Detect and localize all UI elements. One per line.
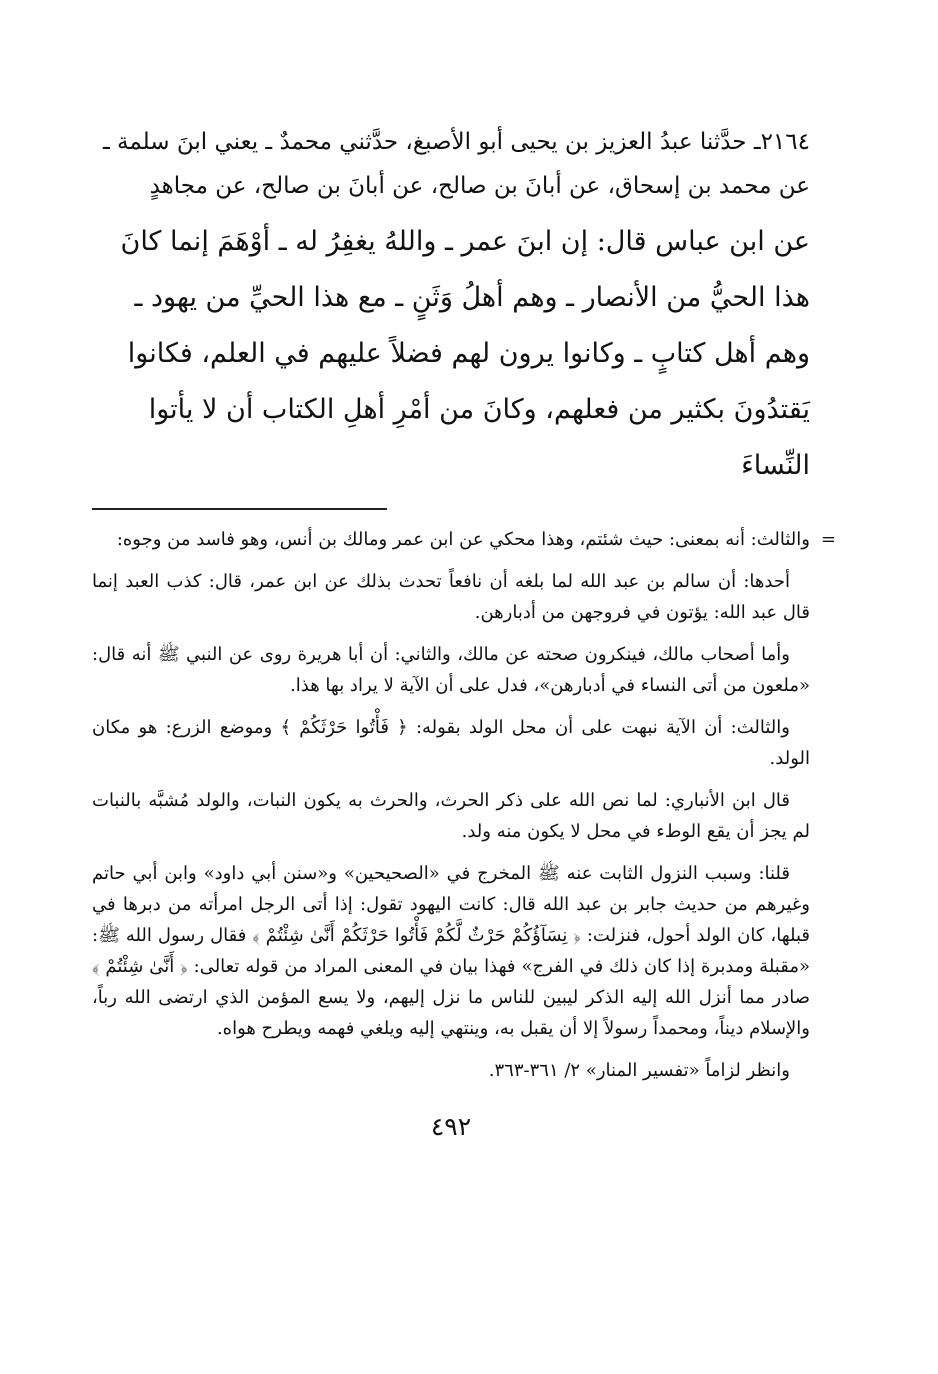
footnote-paragraph: وانظر لزاماً «تفسير المنار» ٢/ ٣٦١-٣٦٣. bbox=[488, 1060, 790, 1081]
footnote-continuation-mark: = bbox=[820, 529, 836, 550]
footnote-paragraph: قلنا: وسبب النزول الثابت عنه ﷺ المخرج في «الصحيحين» و«سنن أبي داود» وابن أبي حاتم وغيرهم من حديث جابر بن عبد الله قال: كانت اليهود تقول: إذا أتى الرجل امرأته من دبرها في قبلها، كان الولد أحول، فنزلت: ﴿ نِسَآؤُكُمْ حَرْثٌ لَّكُمْ فَأْتُوا حَرْثَكُمْ أَنَّىٰ شِئْتُمْ ﴾ فقال رسول الله ﷺ: «مقبلة ومدبرة إذا كان ذلك في الفرج» فهذا بيان في المعنى المراد من قوله تعالى: ﴿ أَنَّىٰ شِئْتُمْ ﴾ صادر مما أنزل الله إليه الذكر ليبين للناس ما نزل إليهم، ولا يسع المؤمن الذي ارتضى الله رباً، والإسلام ديناً، ومحمداً رسولاً إلا أن يقبل به، وينتهي إليه ويلغي فهمه ويطرح هواه. bbox=[92, 863, 810, 1039]
hadith-isnad: ٢١٦٤ـ حدَّثنا عبدُ العزيز بن يحيى أبو الأصبغ، حدَّثني محمدٌ ـ يعني ابنَ سلمة ـ عن محمد بن إسحاق، عن أبانَ بن صالح، عن أبانَ بن صالح، عن مجاهدٍ bbox=[103, 129, 810, 199]
hadith-text: عن ابن عباس قال: إن ابنَ عمر ـ واللهُ يغفِرُ له ـ أوْهَمَ إنما كانَ هذا الحيُّ من الأنصار ـ وهم أهلُ وَثَنٍ ـ مع هذا الحيِّ من يهود ـ وهم أهل كتابٍ ـ وكانوا يرون لهم فضلاً عليهم في العلم، فكانوا يَقتدُونَ بكثير من فعلهم، وكانَ من أمْرِ أهلِ الكتاب أن لا يأتوا النِّساءَ bbox=[120, 226, 810, 481]
footnote-paragraph: وأما أصحاب مالك، فينكرون صحته عن مالك، والثاني: أن أبا هريرة روى عن النبي ﷺ أنه قال: «ملعون من أتى النساء في أدبارهن»، فدل على أن الآية لا يراد بها هذا. bbox=[92, 644, 810, 696]
footnotes-section bbox=[92, 524, 836, 1086]
footnote-paragraph: قال ابن الأنباري: لما نص الله على ذكر الحرث، والحرث به يكون النبات، والولد مُشبَّه بالنبات لم يجز أن يقع الوطء في محل لا يكون منه ولد. bbox=[92, 790, 810, 842]
footnote-separator bbox=[92, 508, 387, 510]
page-number: ٤٩٢ bbox=[430, 1112, 472, 1141]
footnote-paragraph: والثالث: أنه بمعنى: حيث شئتم، وهذا محكي عن ابن عمر ومالك بن أنس، وهو فاسد من وجوه: bbox=[116, 529, 810, 550]
footnote-paragraph: والثالث: أن الآية نبهت على أن محل الولد بقوله: ﴿ فَأْتُوا حَرْثَكُمْ ﴾ وموضع الزرع: هو مكان الولد. bbox=[92, 717, 810, 769]
footnote-paragraph: أحدها: أن سالم بن عبد الله لما بلغه أن نافعاً تحدث بذلك عن ابن عمر، قال: كذب العبد إنما قال عبد الله: يؤتون في فروجهن من أدبارهن. bbox=[92, 571, 810, 623]
